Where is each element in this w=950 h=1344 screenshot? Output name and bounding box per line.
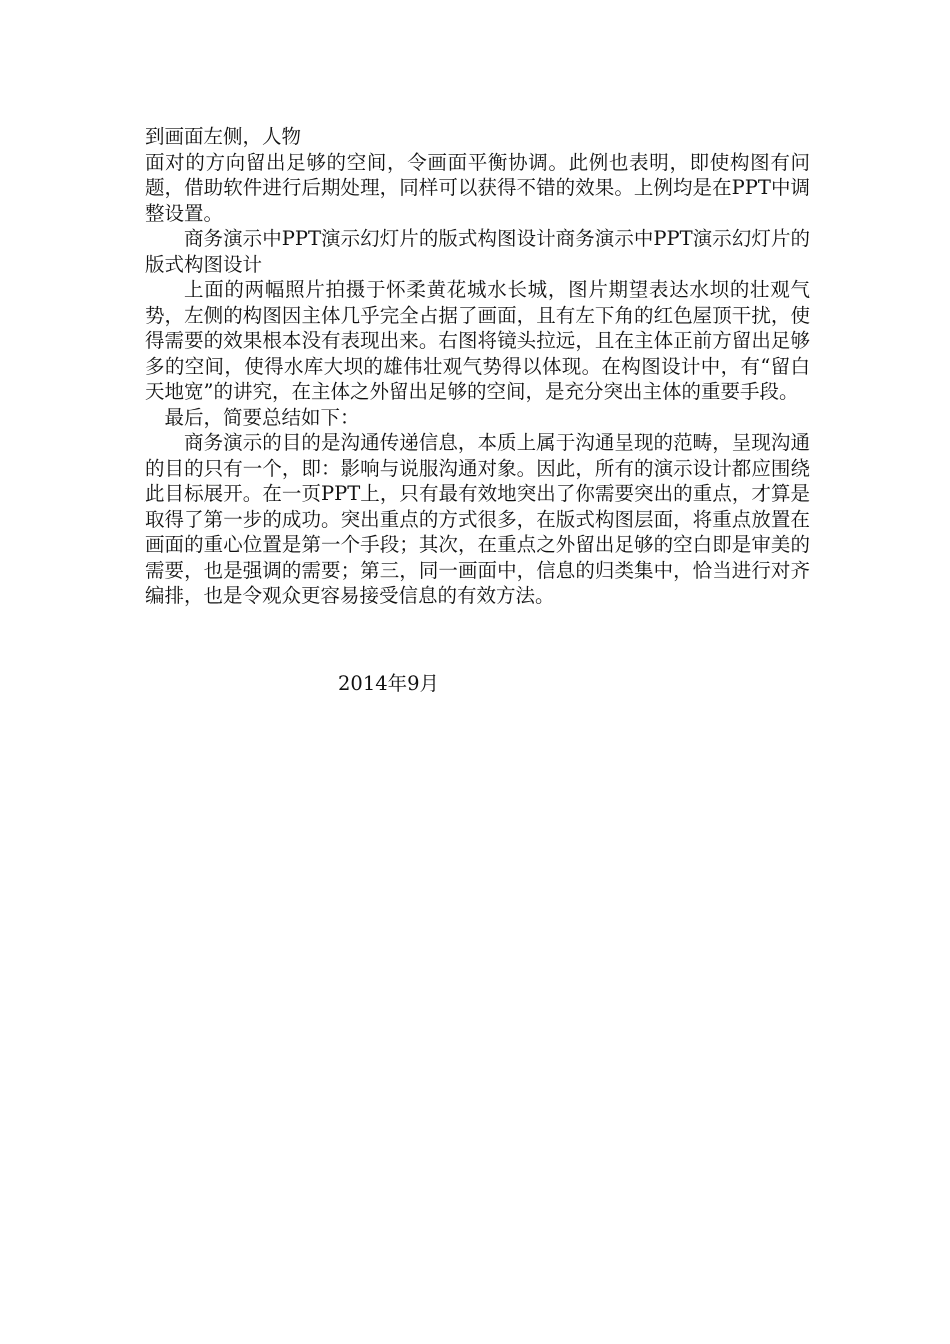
paragraph-composition-adjustment: 面对的方向留出足够的空间，令画面平衡协调。此例也表明，即使构图有问题，借助软件进行后期处理，同样可以获得不错的效果。上例均是在PPT中调整设置。 bbox=[145, 150, 810, 225]
paragraph-conclusion: 商务演示的目的是沟通传递信息，本质上属于沟通呈现的范畴，呈现沟通的目的只有一个，即：影响与说服沟通对象。因此，所有的演示设计都应围绕此目标展开。在一页PPT上，只有最有效地突出了你需要突出的重点，才算是取得了第一步的成功。突出重点的方式很多，在版式构图层面，将重点放置在画面的重心位置是第一个手段；其次，在重点之外留出足够的空白即是审美的需要，也是强调的需要；第三，同一画面中，信息的归类集中，恰当进行对齐编排，也是令观众更容易接受信息的有效方法。 bbox=[145, 431, 810, 607]
body-text bbox=[145, 124, 810, 609]
paragraph-summary-intro: 最后，简要总结如下： bbox=[164, 405, 360, 429]
paragraph-photo-example: 上面的两幅照片拍摄于怀柔黄花城水长城，图片期望表达水坝的壮观气势，左侧的构图因主体几乎完全占据了画面，且有左下角的红色屋顶干扰，使得需要的效果根本没有表现出来。右图将镜头拉远，且在主体正前方留出足够多的空间，使得水库大坝的雄伟壮观气势得以体现。在构图设计中，有“留白天地宽”的讲究，在主体之外留出足够的空间，是充分突出主体的重要手段。 bbox=[145, 278, 810, 403]
paragraph-fragment: 到画面左侧，人物 bbox=[145, 125, 302, 148]
document-date: 2014年9月 bbox=[338, 672, 440, 695]
paragraph-section-title-repeat: 商务演示中PPT演示幻灯片的版式构图设计商务演示中PPT演示幻灯片的版式构图设计 bbox=[145, 227, 810, 276]
